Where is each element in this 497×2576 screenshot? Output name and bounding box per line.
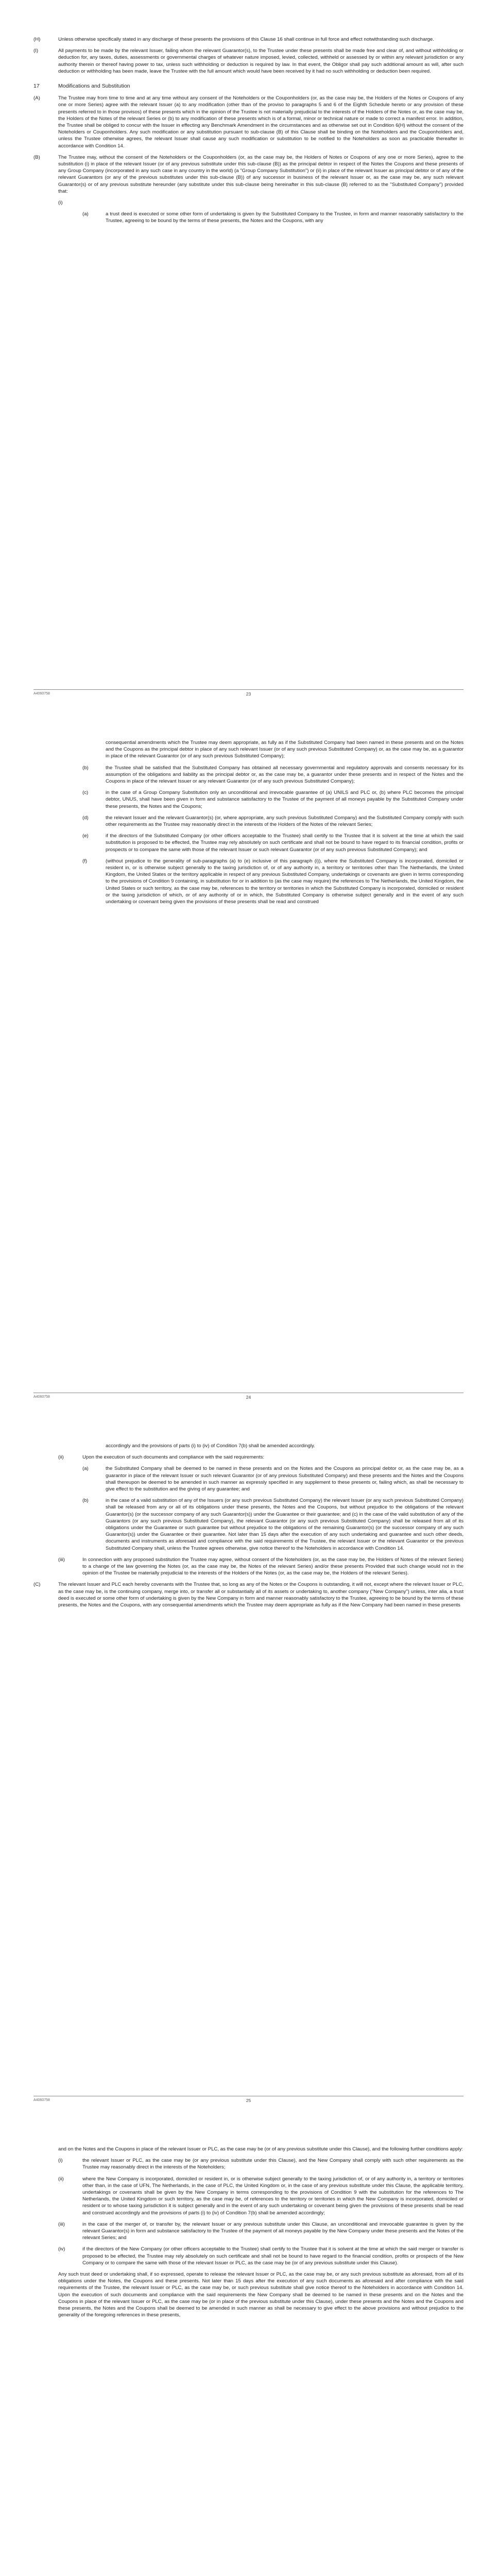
clause-number: (i) (58, 200, 63, 206)
document-page (0, 1406, 497, 2110)
clause-paragraph (33, 1497, 464, 1552)
clause-paragraph (33, 211, 464, 224)
document-reference: A4060758 (33, 1395, 50, 1399)
document-page (0, 2110, 497, 2576)
clause-paragraph (33, 36, 464, 43)
clause-paragraph (33, 2221, 464, 2242)
clause-paragraph (33, 1454, 464, 1461)
clause-number: (iv) (58, 2246, 65, 2252)
clause-number: (ii) (58, 1454, 64, 1461)
clause-text: in the case of a valid substitution of any of the Issuers (or any such previous Substituted Company) the relevant Issuer (or any such previous Substituted Company) shall be released from any or all of its obligations under these presents, the Notes and the Coupons, but without prejudice to the obligations of the relevant Guarantor(s) (or the successor company of any such Guarantor(s)) under the Guarantee or their guarantee; and (c) in the case of the valid substitution of any of the Guarantors (or any such previous Substituted Company), the relevant Guarantor (or any such previous Substituted Company) shall be released from all of its obligations under the Guarantee or such guarantee but without prejudice to the obligations of the remaining Guarantor(s) (or the successor company of any such Guarantor(s)) under the Guarantee or their guarantee. Not later than 15 days after the execution of any such undertaking and guarantee and such other deeds, documents and instruments as aforesaid and compliance with the said requirements of the Trustee, the relevant Issuer or the relevant Guarantor or the previous Substituted Company shall, unless the Trustee agrees otherwise, give notice thereof to the Noteholders in accordance with Condition 14. (106, 1498, 464, 1551)
clause-text: the relevant Issuer or PLC, as the case may be (or any previous substitute under this Clause), and the New Company shall comply with such other requirements as the Trustee may reasonably direct in the interests of the Noteholders; (82, 2158, 464, 2171)
clause-paragraph (33, 1465, 464, 1493)
document-reference: A4060758 (33, 2098, 50, 2102)
clause-paragraph (33, 2176, 464, 2216)
clause-text: where the New Company is incorporated, domiciled or resident in, or is otherwise subject generally to the taxing jurisdiction of, or of any authority in, a territory or territories other than, in the case of UFN, The Netherlands, in the case of PLC, the United Kingdom or, in the case of any previous substitute under this Clause, the applicable territory, undertakings or covenants shall be given by the New Company in terms corresponding to the provisions of Condition 9 with the substitution for the references to The Netherlands, the United Kingdom or such territory, as the case may be, of references to the territory or territories in which the New Company is incorporated, domiciled or resident or to whose taxing jurisdiction it is subject generally and in the event of any such undertaking or covenant being given the provisions of these presents shall be read and construed accordingly and the provisions of parts (i) to (iv) of Condition 7(b) shall be amended accordingly; (82, 2176, 464, 2216)
clause-text: The Trustee may, without the consent of the Noteholders or the Couponholders (or, as the case may be, the Holders of Notes or Coupons of any one or more Series), agree to the substitution (i) in place of the relevant Issuer (or of any previous substitute under this sub-clause (B)) as the principal debtor in respect of the Notes the Coupons and these presents of any Group Company (incorporated in any such case in any country in the world) (a "Group Company Substitution") or (ii) in place of the relevant Issuer as principal debtor or of any of the relevant Guarantors (or any of the previous substitutes under this sub-clause (B)) of any successor in business of the relevant Issuer or, as the case may be, any such relevant Guarantor(s) or of any previous substitute hereunder (any substitute under this sub-clause being hereinafter in this sub-clause (B) referred to as the "Substituted Company") provided that: (58, 154, 464, 194)
clause-number: (ii) (58, 2176, 64, 2182)
clause-text: a trust deed is executed or some other form of undertaking is given by the Substituted Company to the Trustee, in form and manner reasonably satisfactory to the Trustee, agreeing to be bound by the terms of these presents, the Notes and the Coupons, with any (106, 211, 464, 224)
clause-text: the relevant Issuer and the relevant Guarantor(s) (or, where appropriate, any such previous Substituted Company) and the Substituted Company comply with such other requirements as the Trustee may reasonably direct in the interests of the Holders of the Notes of the relevant Series; (106, 815, 464, 828)
clause-number: (B) (33, 154, 40, 160)
clause-paragraph (33, 765, 464, 785)
clause-paragraph (33, 2271, 464, 2318)
clause-text: Upon the execution of such documents and compliance with the said requirements: (82, 1454, 265, 1461)
clause-number: (A) (33, 95, 40, 101)
clause-number: (H) (33, 37, 41, 42)
clause-paragraph (33, 2146, 464, 2153)
page-footer (33, 689, 464, 697)
document-page (0, 703, 497, 1406)
clause-paragraph (33, 2157, 464, 2171)
clause-text: The Trustee may from time to time and at any time without any consent of the Noteholders or the Couponholders (or, as the case may be, the Holders of the Notes or Coupons of any one or more Series) agree with the relevant Issuer (a) to any modification (other than of the proviso to paragraphs 5 and 6 of the Eighth Schedule hereto or any provision of these presents referred to in those provisos) of these presents which in the opinion of the Trustee is not materially prejudicial to the interests of the Holders of the Notes or, as the case may be, the Holders of the Notes of the relevant Series or (b) to any modification of these presents which is of a formal, minor or technical nature or made to correct a manifest error. In addition, the Trustee shall be obliged to concur with the Issuer in effecting any Benchmark Amendment in the circumstances and as otherwise set out in Condition 6(H) without the consent of the Noteholders or Couponholders. Any such modification or any substitution pursuant to sub-clause (B) of this Clause shall be binding on the Noteholders and the Couponholders and, unless the Trustee otherwise agrees, the relevant Issuer shall cause any such modification or substitution to be notified to the Noteholders as soon as practicable thereafter in accordance with Condition 14. (58, 95, 464, 149)
clause-paragraph (33, 789, 464, 810)
clause-number: (i) (58, 2158, 63, 2164)
document-page (0, 0, 497, 703)
clause-paragraph (33, 1581, 464, 1608)
clause-number: (I) (33, 48, 39, 54)
clause-text: Any such trust deed or undertaking shall, if so expressed, operate to release the relevant Issuer or PLC, as the case may be, or any such previous substitute as aforesaid, from all of its obligations under the Notes, the Coupons and these presents. Not later than 15 days after the execution of any such documents as aforesaid and after compliance with the said requirements of the Trustee, the relevant Issuer or PLC, as the case may be, or such previous substitute shall give notice thereof to the Noteholders in accordance with Condition 14. Upon the execution of such documents and compliance with the said requirements the New Company shall be deemed to be named in these presents and on the Notes and the Coupons in place of the relevant Issuer or PLC, as the case may be (or in place of the previous substitute under this Clause), under these presents and the Notes and the Coupons and these presents, the Notes and the Coupons shall be deemed to be amended in such manner as shall be necessary to give effect to the above provisions and without prejudice to the generality of the foregoing references in these presents, (58, 2272, 464, 2318)
clause-text: the Substituted Company shall be deemed to be named in these presents and on the Notes and the Coupons as principal debtor or, as the case may be, as a guarantor in place of the relevant Issuer or such relevant Guarantor (or of any previous Substituted Company) and these presents and the Notes and the Coupons shall thereupon be deemed to be amended in such manner as expressly specified in any supplement to these presents or, failing which, as shall be necessary to give effect to the substitution and the giving of any guarantee; and (106, 1466, 464, 1493)
clause-number: (a) (82, 211, 89, 217)
clause-number: (b) (82, 765, 89, 771)
section-heading (33, 83, 464, 90)
clause-number: (a) (82, 1466, 89, 1472)
clause-text: if the directors of the New Company (or other officers acceptable to the Trustee) shall certify to the Trustee that it is solvent at the time at which the said merger or transfer is proposed to be effected, the Trustee may rely absolutely on such certificate and shall not be bound to have regard to the financial condition, profits or prospects of the New Company or to compare the same with those of the relevant Issuer or PLC, as the case may be (or of any previous substitute under this Clause). (82, 2246, 464, 2266)
clause-text: The relevant Issuer and PLC each hereby covenants with the Trustee that, so long as any of the Notes or the Coupons is outstanding, it will not, except where the relevant Issuer or PLC, as the case may be, is the continuing company, merge into, or transfer all or substantially all of its assets or undertaking to, another company ("New Company") unless, inter alia, a trust deed is executed or some other form of undertaking is given by the New Company in form and manner reasonably satisfactory to the Trustee, agreeing to be bound by the terms of these presents, the Notes and the Coupons, with any consequential amendments which the Trustee may deem appropriate as fully as if the New Company had been named in these presents (58, 1582, 464, 1608)
clause-text: accordingly and the provisions of parts (i) to (iv) of Condition 7(b) shall be amended accordingly. (106, 1443, 315, 1449)
clause-number: (C) (33, 1582, 41, 1588)
clause-number: (d) (82, 815, 89, 821)
clause-text: and on the Notes and the Coupons in place of the relevant Issuer or PLC, as the case may be (or of any previous substitute under this Clause), and the following further conditions apply: (58, 2146, 464, 2152)
page-content (33, 36, 464, 229)
page-content (33, 739, 464, 910)
clause-paragraph (33, 833, 464, 853)
clause-text: if the directors of the Substituted Company (or other officers acceptable to the Trustee) shall certify to the Trustee that it is solvent at the time at which the said substitution is proposed to be effected, the Trustee may rely absolutely on such certificate and shall not be bound to have regard to its financial condition, profits or prospects or to compare the same with those of the relevant Issuer or such relevant Guarantor (or of any such previous Substituted Company); and (106, 833, 464, 853)
clause-paragraph (33, 815, 464, 828)
clause-text: the Trustee shall be satisfied that the Substituted Company has obtained all necessary governmental and regulatory approvals and consents necessary for its assumption of the obligations and liability as the principal debtor or, as the case may be, a guarantor under these presents and in respect of the Notes and the Coupons in place of the relevant Issuer or any relevant Guarantor (or of any such previous Substituted Company); (106, 765, 464, 785)
page-number: 24 (246, 1395, 251, 1400)
clause-text: In connection with any proposed substitution the Trustee may agree, without consent of the Noteholders (or, as the case may be, the Holders of Notes of the relevant Series) to a change of the law governing the Notes (or, as the case may be, the Notes of the relevant Series) and/or these presents Provided that such change would not in the opinion of the Trustee be materially prejudicial to the interests of the Holders of the Notes (or, as the case may be, the Holders of the relevant Series). (82, 1556, 464, 1577)
document-reference: A4060758 (33, 692, 50, 696)
page-content (33, 2146, 464, 2323)
clause-paragraph (33, 739, 464, 760)
clause-paragraph (33, 199, 464, 206)
clause-number: (iii) (58, 2221, 65, 2227)
section-title: Modifications and Substitution (58, 83, 130, 90)
page-number: 25 (246, 2098, 251, 2103)
clause-paragraph (33, 154, 464, 195)
clause-text: All payments to be made by the relevant Issuer, failing whom the relevant Guarantor(s), to the Trustee under these presents shall be made free and clear of, and without withholding or deduction for, any taxes, duties, assessments or governmental charges of whatever nature imposed, levied, collected, withheld or assessed by or within any relevant jurisdiction or any authority therein or thereof having power to tax, unless such withholding or deduction is required by law. In that event, the Obligor shall pay such additional amount as will, after such deduction or withholding has been made, leave the Trustee with the full amount which would have been received by it had no such withholding or deduction been required. (58, 48, 464, 74)
page-number: 23 (246, 691, 251, 697)
page-content (33, 1443, 464, 1613)
clause-paragraph (33, 1556, 464, 1577)
clause-text: consequential amendments which the Trustee may deem appropriate, as fully as if the Substituted Company had been named in these presents and on the Notes and the Coupons as the principal debtor in place of any such relevant Issuer (or of any such previous Substituted Company) or, as the case may be, as a guarantor in place of the relevant Guarantor (or of any such previous Substituted Company); (106, 740, 464, 759)
clause-paragraph (33, 2246, 464, 2266)
clause-paragraph (33, 47, 464, 75)
footer-rule (33, 689, 464, 690)
clause-number: (iii) (58, 1556, 65, 1563)
clause-number: 17 (33, 83, 40, 90)
clause-text: (without prejudice to the generality of sub-paragraphs (a) to (e) inclusive of this paragraph (i)), where the Substituted Company is incorporated, domiciled or resident in, or is otherwise subject generally to the taxing jurisdiction of, or of any authority in, a territory or territories other than The Netherlands, the United Kingdom, the United States or the territory applicable in respect of any previous Substituted Company, undertakings or covenants are given in terms corresponding to the provisions of Condition 9 containing, in substitution for or in addition to (as the case may require) the references to The Netherlands, the United Kingdom, the United States or such territory, as the case may be, references to the territory or territories in which the Substituted Company is incorporated, domiciled or resident or the taxing jurisdiction of which, or of any authority of or in which, the Substituted Company is otherwise subject generally and in the event of any such undertaking or covenant being given the provisions of these presents shall be read and construed (106, 858, 464, 905)
clause-number: (b) (82, 1498, 89, 1504)
clause-text: Unless otherwise specifically stated in any discharge of these presents the provisions of this Clause 16 shall continue in full force and effect notwithstanding such discharge. (58, 37, 434, 42)
clause-text: in the case of the merger of, or transfer by, the relevant Issuer or any previous substitute under this Clause, an unconditional and irrevocable guarantee is given by the relevant Guarantor(s) in form and substance satisfactory to the Trustee of the payment of all moneys payable by the New Company under these presents and the Notes of the relevant Series; and (82, 2221, 464, 2241)
clause-text: in the case of a Group Company Substitution only an unconditional and irrevocable guarantee of (a) UNILS and PLC or, (b) where PLC becomes the principal debtor, UNUS, shall have been given in form and substance satisfactory to the Trustee of the payment of all moneys payable by the Substituted Company under these presents, the Notes and the Coupons; (106, 790, 464, 809)
clause-paragraph (33, 858, 464, 905)
clause-number: (f) (82, 858, 88, 864)
clause-text (82, 199, 464, 206)
clause-number: (e) (82, 833, 89, 839)
clause-paragraph (33, 1443, 464, 1449)
clause-paragraph (33, 95, 464, 149)
clause-number: (c) (82, 790, 89, 796)
